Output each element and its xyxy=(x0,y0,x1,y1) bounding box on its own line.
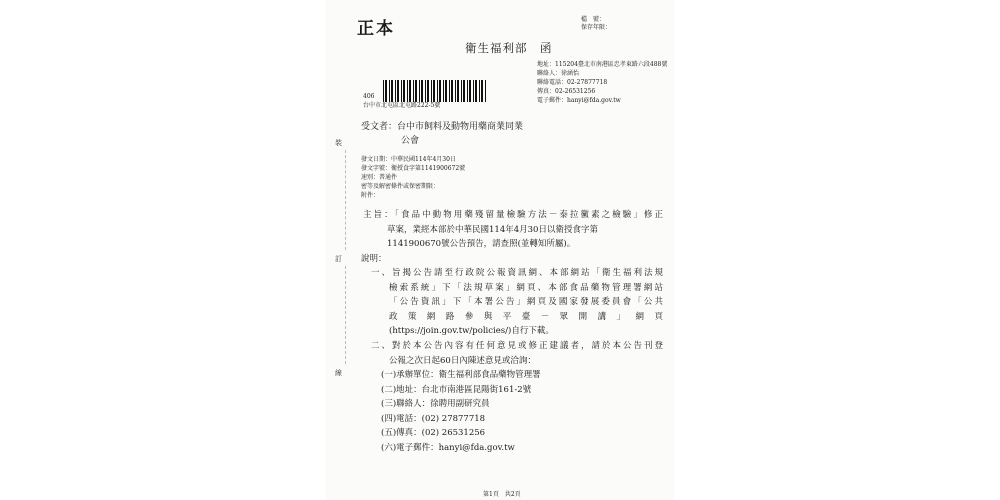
explanation-line: 檢索系統」下「法規草案」網頁、本部食品藥物管理署網站 xyxy=(389,282,663,293)
explanation-line: 「公告資訊」下「本署公告」網頁及國家發展委員會「公共 xyxy=(389,297,663,307)
contact-unit: (一)承辦單位：衛生福利部食品藥物管理署 xyxy=(381,370,541,380)
binding-line xyxy=(345,266,346,364)
confidentiality: 密等及解密條件或保密期限： xyxy=(361,183,440,190)
sender-fax: 傳真：02-26531256 xyxy=(537,88,596,95)
sender-contact-person: 聯絡人：徐涵怡 xyxy=(537,70,580,77)
explanation-heading: 說明： xyxy=(361,254,387,264)
contact-fax: (五)傳真：(02) 26531256 xyxy=(381,428,486,438)
subject-line: 1141900670號公告預告，請查照(並轉知所屬)。 xyxy=(387,239,576,249)
binding-line xyxy=(345,150,346,250)
attachments: 附件： xyxy=(361,192,380,199)
explanation-line: (https://join.gov.tw/policies/)自行下載。 xyxy=(389,326,554,336)
recipient-line-cont: 公會 xyxy=(401,136,420,146)
binding-mark-ding: 訂 xyxy=(335,255,342,263)
recipient-zip: 406 xyxy=(363,93,375,100)
original-copy-stamp: 正本 xyxy=(357,19,395,39)
explanation-item-2 xyxy=(371,339,663,368)
contact-email: (六)電子郵件：hanyi@fda.gov.tw xyxy=(381,442,515,453)
document-page xyxy=(327,0,673,500)
subject-paragraph xyxy=(363,208,663,252)
sender-address: 地址：115204臺北市南港區忠孝東路六段488號 xyxy=(537,61,668,68)
subject-line: 草案，業經本部於中華民國114年4月30日以衛授食字第 xyxy=(387,224,598,235)
binding-mark-xian: 線 xyxy=(335,369,342,377)
explanation-line: 一、旨揭公告請至行政院公報資訊網、本部網站「衛生福利法規 xyxy=(371,268,663,278)
recipient-line: 受文者：台中市飼料及動物用藥商業同業 xyxy=(361,122,524,132)
contact-phone: (四)電話：(02) 27877718 xyxy=(381,413,486,424)
postal-barcode xyxy=(383,80,487,102)
binding-mark-zhuang: 裝 xyxy=(335,139,342,147)
issue-date: 發文日期：中華民國114年4月30日 xyxy=(361,156,456,163)
page-number: 第1頁 共2頁 xyxy=(483,491,521,498)
contact-person: (三)聯絡人：徐聘用副研究員 xyxy=(381,399,490,409)
sender-phone: 聯絡電話：02-27877718 xyxy=(537,79,608,86)
issuing-agency-title: 衛生福利部 函 xyxy=(465,41,553,55)
delivery-speed: 速別：普通件 xyxy=(361,174,398,181)
explanation-line: 政策網路參與平臺－眾開講」網頁 xyxy=(389,311,663,322)
recipient-address: 台中市北屯區北屯路222-5號 xyxy=(363,102,441,109)
file-number-label: 檔 號： xyxy=(581,16,606,23)
sender-email: 電子郵件：hanyi@fda.gov.tw xyxy=(537,97,621,104)
explanation-item-1 xyxy=(371,266,663,339)
explanation-line: 公報之次日起60日內陳述意見或洽詢： xyxy=(389,355,536,366)
explanation-line: 二、對於本公告內容有任何意見或修正建議者，請於本公告刊登 xyxy=(371,341,663,351)
document-number: 發文字號：衛授食字第1141900672號 xyxy=(361,165,466,172)
contact-list xyxy=(381,368,651,455)
subject-line: 主旨：「食品中動物用藥殘留量檢驗方法－泰拉黴素之檢驗」修正 xyxy=(363,210,663,220)
contact-address: (二)地址：台北市南港區昆陽街161-2號 xyxy=(381,384,532,395)
retention-label: 保存年限： xyxy=(581,24,612,31)
